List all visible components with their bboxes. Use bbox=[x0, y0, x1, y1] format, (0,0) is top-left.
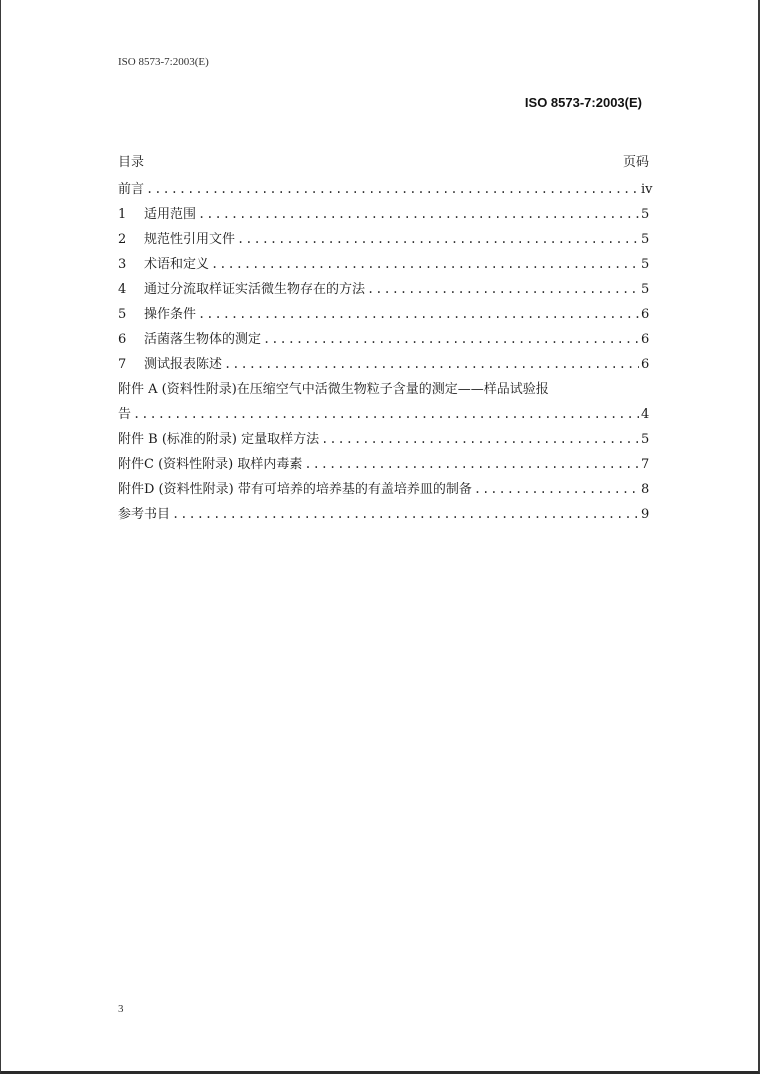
toc-entry[interactable] bbox=[118, 277, 649, 302]
toc-entry-annex-a-line2[interactable] bbox=[118, 402, 649, 427]
toc-entry-title: 附件C (资料性附录) 取样内毒素 bbox=[118, 457, 303, 472]
toc-leader-dots bbox=[211, 252, 639, 277]
toc-entry-page: 5 bbox=[641, 282, 650, 297]
toc-leader-dots bbox=[321, 427, 639, 452]
header-doc-id-bold: ISO 8573-7:2003(E) bbox=[524, 95, 642, 110]
toc-entry-title: 告 bbox=[118, 407, 132, 422]
toc-entry-title: 参考书目 bbox=[118, 507, 171, 522]
toc-entry-page: 5 bbox=[641, 432, 650, 447]
toc-entry-title: 术语和定义 bbox=[144, 257, 210, 272]
toc-leader-dots bbox=[367, 277, 639, 302]
toc-entry-title: 通过分流取样证实活微生物存在的方法 bbox=[144, 282, 366, 297]
toc-entry-number: 7 bbox=[118, 357, 127, 372]
toc-entry-page: 6 bbox=[641, 357, 650, 372]
toc-entry-number: 3 bbox=[118, 257, 127, 272]
toc-leader-dots bbox=[172, 502, 639, 527]
toc-entry-title: 规范性引用文件 bbox=[144, 232, 236, 247]
toc-entry-annex-c[interactable] bbox=[118, 452, 649, 477]
toc-entry[interactable] bbox=[118, 252, 649, 277]
toc-entry-number: 2 bbox=[118, 232, 127, 247]
toc-entry-title: 附件 B (标准的附录) 定量取样方法 bbox=[118, 432, 320, 447]
toc-entry-number: 5 bbox=[118, 307, 127, 322]
toc-entry-page: iv bbox=[641, 182, 653, 197]
toc-entry-annex-d[interactable] bbox=[118, 477, 649, 502]
toc-entry-number: 6 bbox=[118, 332, 127, 347]
toc-leader-dots bbox=[304, 452, 639, 477]
toc-entry-title: 测试报表陈述 bbox=[144, 357, 223, 372]
header-doc-id: ISO 8573-7:2003(E) bbox=[118, 56, 209, 68]
toc-entry-title: 前言 bbox=[118, 182, 145, 197]
toc-entry-page: 6 bbox=[641, 307, 650, 322]
toc-entry-title: 适用范围 bbox=[144, 207, 197, 222]
page-number: 3 bbox=[118, 1003, 124, 1015]
toc-entry-number: 1 bbox=[118, 207, 127, 222]
toc-entry-foreword[interactable] bbox=[118, 177, 653, 202]
toc-leader-dots bbox=[224, 352, 639, 377]
toc-entry-page: 5 bbox=[641, 207, 650, 222]
toc-leader-dots bbox=[133, 402, 639, 427]
toc-leader-dots bbox=[263, 327, 639, 352]
toc-entry-page: 5 bbox=[641, 232, 650, 247]
toc-leader-dots bbox=[237, 227, 639, 252]
toc-entry[interactable] bbox=[118, 202, 649, 227]
toc-page-column-label: 页码 bbox=[622, 155, 649, 170]
toc-entry-annex-a-line1[interactable]: 附件 A (资料性附录)在压缩空气中活微生物粒子含量的测定——样品试验报 bbox=[118, 382, 549, 397]
toc-leader-dots bbox=[198, 302, 639, 327]
toc-heading bbox=[118, 153, 649, 173]
toc-entry[interactable] bbox=[118, 327, 649, 352]
toc-leader-dots bbox=[198, 202, 639, 227]
table-of-contents bbox=[118, 153, 653, 527]
toc-entry-page: 4 bbox=[641, 407, 650, 422]
toc-title: 目录 bbox=[118, 155, 145, 170]
toc-leader-dots bbox=[474, 477, 639, 502]
toc-entry[interactable] bbox=[118, 302, 649, 327]
toc-entry-bibliography[interactable] bbox=[118, 502, 649, 527]
toc-entry[interactable] bbox=[118, 352, 649, 377]
toc-entry-page: 6 bbox=[641, 332, 650, 347]
toc-entry-title: 附件D (资料性附录) 带有可培养的培养基的有盖培养皿的制备 bbox=[118, 482, 472, 497]
toc-entry-number: 4 bbox=[118, 282, 127, 297]
toc-entry-page: 5 bbox=[641, 257, 650, 272]
toc-entry-page: 8 bbox=[641, 482, 650, 497]
toc-entry-title: 操作条件 bbox=[144, 307, 197, 322]
toc-entry-page: 9 bbox=[641, 507, 650, 522]
toc-entry-title: 活菌落生物体的测定 bbox=[144, 332, 262, 347]
toc-entry-page: 7 bbox=[641, 457, 650, 472]
toc-leader-dots bbox=[146, 177, 639, 202]
toc-entry[interactable] bbox=[118, 227, 649, 252]
toc-entry-annex-b[interactable] bbox=[118, 427, 649, 452]
